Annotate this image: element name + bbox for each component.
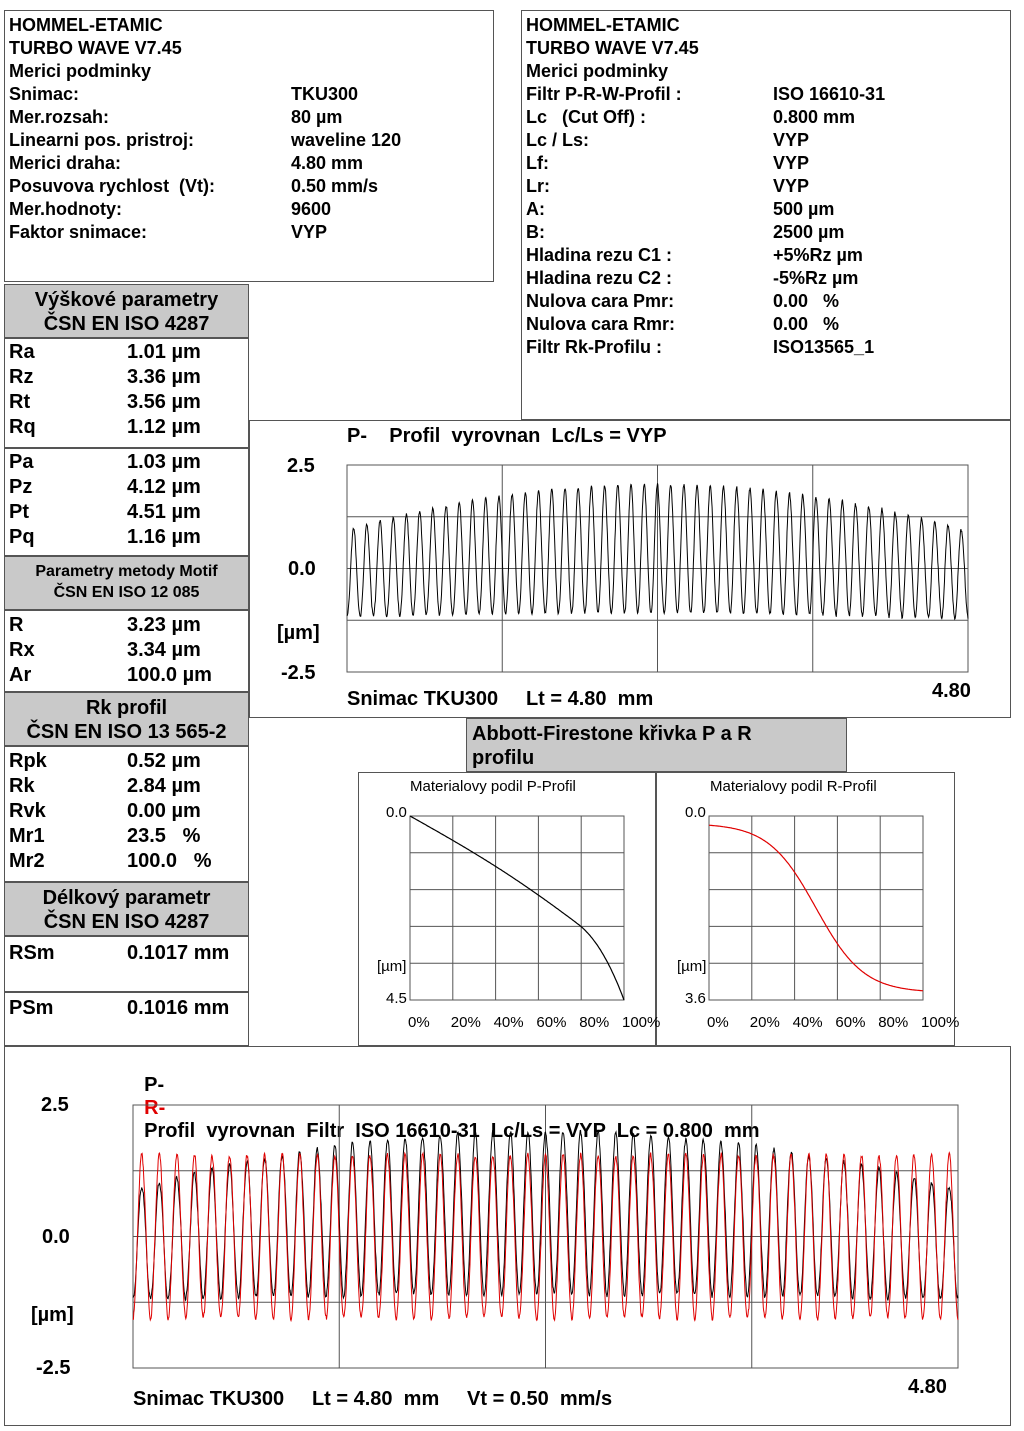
abbott-x-tick: 80% [579, 1014, 610, 1031]
param-name: Ra [9, 341, 35, 363]
info_right-value: +5%Rz µm [773, 245, 863, 265]
param-value: 100.0 % [127, 850, 212, 872]
info_right-label: Nulova cara Rmr: [526, 314, 676, 334]
motif-params-header [4, 556, 249, 610]
param-name: Rvk [9, 800, 46, 822]
info_right-value: VYP [773, 130, 810, 150]
abbott-x-tick: 40% [792, 1014, 823, 1031]
param-name: Mr2 [9, 850, 45, 872]
abbott-title-line1: Abbott-Firestone křivka P a R [472, 723, 752, 745]
param-value: 3.36 µm [127, 366, 201, 388]
param-value: 1.03 µm [127, 451, 201, 473]
abbott-x-tick: 0% [408, 1014, 430, 1031]
length-params-norm: ČSN EN ISO 4287 [43, 911, 210, 933]
p-ytick-top: 2.5 [287, 455, 315, 477]
info_right-value: 0.800 mm [773, 107, 856, 127]
param-value: 1.01 µm [127, 341, 201, 363]
length-params-header [4, 882, 249, 936]
height-params-title: Výškové parametry [34, 289, 219, 311]
info_left-value: VYP [291, 222, 328, 242]
abbott-r-top: 0.0 [685, 804, 706, 821]
abbott-x-tick: 60% [835, 1014, 866, 1031]
plot-frame [410, 816, 624, 1000]
info_right-label: A: [526, 199, 545, 219]
info_right-value: 0.00 % [773, 314, 840, 334]
rk-params-header [4, 692, 249, 746]
info-right-line-1: TURBO WAVE V7.45 [526, 38, 699, 58]
rk-params-norm: ČSN EN ISO 13 565-2 [26, 721, 227, 743]
abbott-x-tick: 0% [707, 1014, 729, 1031]
param-value: 1.16 µm [127, 526, 201, 548]
pr-ytick-mid: 0.0 [42, 1226, 70, 1248]
param-name: R [9, 614, 24, 636]
pr-profile-chart [133, 1105, 958, 1368]
param-value: 3.34 µm [127, 639, 201, 661]
info_left-label: Posuvova rychlost (Vt): [9, 176, 216, 196]
info_left-label: Linearni pos. pristroj: [9, 130, 195, 150]
abbott-x-tick: 100% [622, 1014, 661, 1031]
info_right-value: 0.00 % [773, 291, 840, 311]
p-ytick-bottom: -2.5 [281, 662, 316, 684]
param-value: 23.5 % [127, 825, 201, 847]
abbott-x-tick: 20% [450, 1014, 481, 1031]
rsm-value: 0.1017 mm [127, 942, 230, 964]
info_right-value: 2500 µm [773, 222, 845, 242]
abbott-curve [709, 825, 923, 991]
info_right-label: Lc / Ls: [526, 130, 590, 150]
abbott-header [466, 718, 847, 772]
abbott-curve [410, 816, 624, 1000]
param-name: Mr1 [9, 825, 45, 847]
info_right-value: 500 µm [773, 199, 835, 219]
param-name: Rk [9, 775, 35, 797]
param-name: Rz [9, 366, 34, 388]
info_right-label: Filtr Rk-Profilu : [526, 337, 662, 357]
abbott-r-unit: [µm] [677, 958, 707, 975]
info_left-value: TKU300 [291, 84, 359, 104]
param-value: 100.0 µm [127, 664, 212, 686]
info_right-label: Filtr P-R-W-Profil : [526, 84, 682, 104]
param-name: Pt [9, 501, 29, 523]
length-params-title: Délkový parametr [42, 887, 211, 909]
info_left-value: 80 µm [291, 107, 343, 127]
param-value: 3.23 µm [127, 614, 201, 636]
info-left-line-2: Merici podminky [9, 61, 152, 81]
param-value: 0.00 µm [127, 800, 201, 822]
info_right-value: -5%Rz µm [773, 268, 859, 288]
height-params-header [4, 284, 249, 338]
info_left-value: waveline 120 [291, 130, 402, 150]
p-footer: Snimac TKU300 Lt = 4.80 mm [347, 688, 654, 710]
param-value: 0.52 µm [127, 750, 201, 772]
param-name: Rt [9, 391, 31, 413]
param-value: 3.56 µm [127, 391, 201, 413]
height-params-norm: ČSN EN ISO 4287 [43, 313, 210, 335]
info_right-label: Lr: [526, 176, 550, 196]
pr-ytick-top: 2.5 [41, 1094, 69, 1116]
abbott-x-tick: 20% [749, 1014, 780, 1031]
info_left-value: 0.50 mm/s [291, 176, 379, 196]
pr-footer: Snimac TKU300 Lt = 4.80 mm Vt = 0.50 mm/s [133, 1388, 613, 1410]
abbott-title-line2: profilu [472, 747, 535, 769]
param-name: Ar [9, 664, 32, 686]
abbott-p-chart [410, 816, 624, 1000]
abbott-r-bottom: 3.6 [685, 990, 706, 1007]
pr-title-p: P- [144, 1074, 165, 1096]
info_right-label: B: [526, 222, 545, 242]
param-name: Pa [9, 451, 34, 473]
p-ylabel: [µm] [277, 622, 320, 644]
pr-x-end-label: 4.80 [908, 1376, 947, 1398]
p-ytick-mid: 0.0 [288, 558, 316, 580]
info_left-label: Mer.hodnoty: [9, 199, 122, 219]
psm-name: PSm [9, 997, 54, 1019]
param-value: 4.51 µm [127, 501, 201, 523]
abbott-x-tick: 40% [493, 1014, 524, 1031]
param-name: Rx [9, 639, 35, 661]
param-name: Rq [9, 416, 36, 438]
info-right-line-0: HOMMEL-ETAMIC [526, 15, 680, 35]
p-x-end-label: 4.80 [932, 680, 971, 702]
abbott-x-tick: 60% [536, 1014, 567, 1031]
info_right-value: ISO13565_1 [773, 337, 875, 357]
info-right-line-2: Merici podminky [526, 61, 669, 81]
info_right-label: Nulova cara Pmr: [526, 291, 675, 311]
param-name: Pz [9, 476, 33, 498]
abbott-x-tick: 100% [921, 1014, 960, 1031]
param-name: Pq [9, 526, 35, 548]
pr-ylabel: [µm] [31, 1304, 74, 1326]
pr-ytick-bottom: -2.5 [36, 1357, 71, 1379]
info_left-label: Faktor snimace: [9, 222, 148, 242]
info_right-label: Lc (Cut Off) : [526, 107, 646, 127]
info_left-label: Snimac: [9, 84, 80, 104]
info_left-label: Mer.rozsah: [9, 107, 110, 127]
info_right-value: ISO 16610-31 [773, 84, 886, 104]
info_right-label: Lf: [526, 153, 549, 173]
info_right-value: VYP [773, 153, 810, 173]
abbott-p-title: Materialovy podil P-Profil [410, 778, 576, 795]
param-value: 4.12 µm [127, 476, 201, 498]
motif-params-norm: ČSN EN ISO 12 085 [53, 584, 200, 601]
info_right-label: Hladina rezu C1 : [526, 245, 673, 265]
abbott-p-bottom: 4.5 [386, 990, 407, 1007]
rsm-name: RSm [9, 942, 55, 964]
info_left-value: 9600 [291, 199, 332, 219]
pr-title-rest: Profil vyrovnan Filtr ISO 16610-31 Lc/Ls = VYP Lc = 0.800 mm [144, 1120, 760, 1142]
p-profile-chart [347, 465, 968, 672]
rk-params-title: Rk profil [85, 697, 168, 719]
abbott-p-top: 0.0 [386, 804, 407, 821]
info-left-line-1: TURBO WAVE V7.45 [9, 38, 182, 58]
info_left-label: Merici draha: [9, 153, 122, 173]
pr-title-r: R- [144, 1097, 166, 1119]
abbott-x-tick: 80% [878, 1014, 909, 1031]
info_right-label: Hladina rezu C2 : [526, 268, 673, 288]
param-name: Rpk [9, 750, 47, 772]
param-value: 2.84 µm [127, 775, 201, 797]
info_left-value: 4.80 mm [291, 153, 364, 173]
info-left-line-0: HOMMEL-ETAMIC [9, 15, 163, 35]
info_right-value: VYP [773, 176, 810, 196]
motif-params-title: Parametry metody Motif [35, 563, 218, 580]
abbott-r-chart [709, 816, 923, 1000]
psm-value: 0.1016 mm [127, 997, 230, 1019]
param-value: 1.12 µm [127, 416, 201, 438]
p-profile-title: P- Profil vyrovnan Lc/Ls = VYP [347, 425, 667, 447]
abbott-r-title: Materialovy podil R-Profil [710, 778, 877, 795]
abbott-p-unit: [µm] [377, 958, 407, 975]
